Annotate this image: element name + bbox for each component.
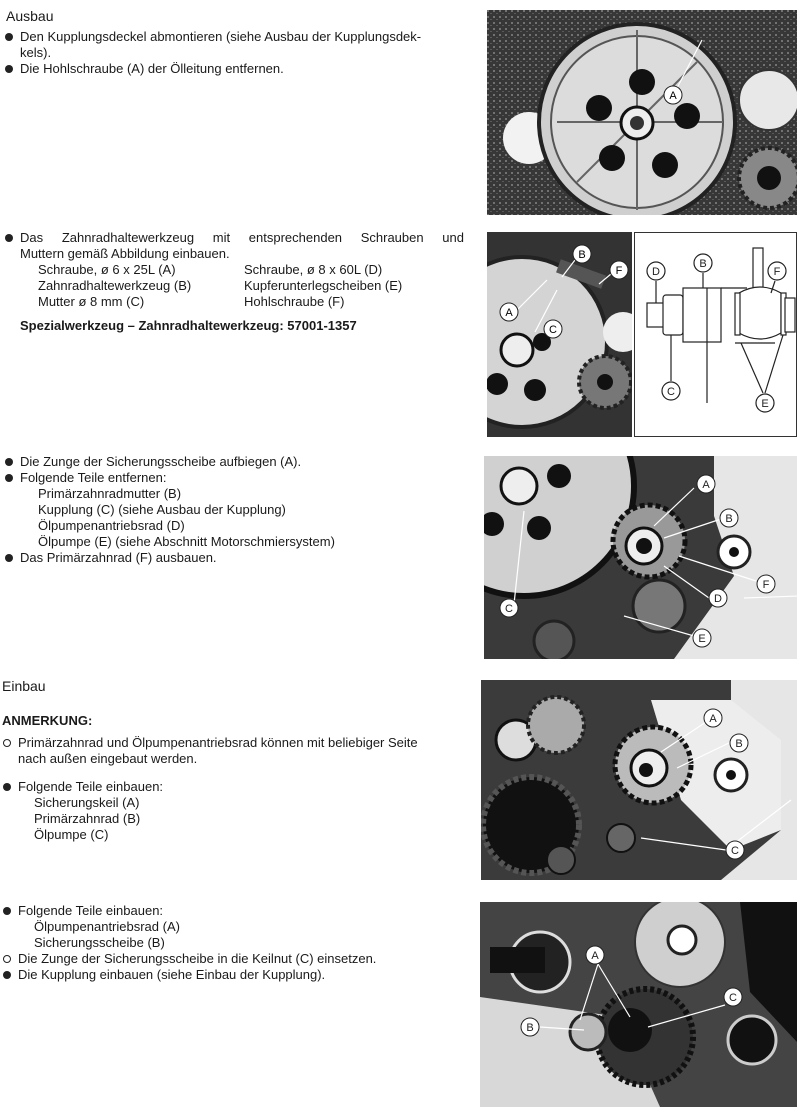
item-text: Folgende Teile entfernen:	[20, 470, 167, 485]
einbau-step1	[2, 779, 472, 843]
sub-item: Kupplung (C) (siehe Ausbau der Kupplung)	[38, 502, 286, 517]
item-text: Das Zahnradhaltewerkzeug mit entsprechenden Schrauben und	[20, 230, 464, 245]
item-text: Die Hohlschraube (A) der Ölleitung entfernen.	[20, 61, 284, 76]
sub-list	[2, 795, 472, 843]
note-text-cont: nach außen eingebaut werden.	[18, 751, 198, 766]
sub-list	[2, 919, 472, 951]
bullet-icon	[3, 783, 11, 791]
sub-item: Ölpumpe (C)	[34, 827, 109, 842]
bullet-icon	[5, 65, 13, 73]
bullet-icon	[5, 33, 13, 41]
item-text: Folgende Teile einbauen:	[18, 779, 164, 794]
list-item	[4, 61, 474, 77]
parts-table	[4, 262, 464, 310]
callout-label: A	[591, 950, 599, 962]
note-heading: ANMERKUNG:	[2, 713, 93, 728]
callout-label: C	[731, 845, 739, 857]
bullet-icon	[5, 234, 13, 242]
section-title-ausbau: Ausbau	[6, 8, 54, 24]
part-item: Kupferunterlegscheiben (E)	[244, 278, 403, 293]
ausbau-step3	[4, 454, 474, 566]
callout-label: F	[615, 265, 623, 277]
callout-label: B	[526, 1022, 534, 1034]
callout-label: A	[505, 307, 513, 319]
callout-label: C	[729, 992, 737, 1004]
ausbau-step2	[4, 230, 464, 334]
sub-list	[4, 486, 474, 550]
einbau-step2	[2, 903, 472, 983]
special-tool: Spezialwerkzeug – Zahnradhaltewerkzeug: 57001-1357	[20, 318, 357, 333]
bullet-icon	[5, 474, 13, 482]
figure-gear-holder-photo	[487, 232, 632, 437]
list-item	[4, 29, 474, 61]
callout-label: F	[762, 579, 770, 591]
sub-item: Ölpumpe (E) (siehe Abschnitt Motorschmiersystem)	[38, 534, 335, 549]
circle-bullet-icon	[3, 955, 11, 963]
bullet-icon	[3, 971, 11, 979]
callout-label: F	[773, 266, 781, 278]
callout-label: C	[667, 386, 675, 398]
bullet-icon	[3, 907, 11, 915]
figure-gear-holder-drawing	[634, 232, 797, 437]
item-text: Die Zunge der Sicherungsscheibe aufbiegen (A).	[20, 454, 302, 469]
figure-clutch-hollow-bolt	[487, 10, 797, 215]
list-item	[4, 550, 474, 566]
callout-label: A	[709, 713, 717, 725]
item-text: Folgende Teile einbauen:	[18, 903, 164, 918]
callout-label: D	[714, 593, 722, 605]
list-item	[4, 230, 464, 246]
parts-left	[38, 262, 244, 310]
callout-label: C	[505, 603, 513, 615]
callout-label: B	[578, 249, 586, 261]
sub-item: Sicherungskeil (A)	[34, 795, 140, 810]
item-text-cont: Muttern gemäß Abbildung einbauen.	[20, 246, 230, 261]
list-item	[2, 903, 472, 919]
sub-item: Ölpumpenantriebsrad (D)	[38, 518, 185, 533]
note-text: Primärzahnrad und Ölpumpenantriebsrad können mit beliebiger Seite	[18, 735, 418, 750]
bullet-icon	[5, 458, 13, 466]
callout-label: E	[761, 398, 769, 410]
note-text: Die Zunge der Sicherungsscheibe in die Keilnut (C) einsetzen.	[18, 951, 377, 966]
part-item: Zahnradhaltewerkzeug (B)	[38, 278, 192, 293]
list-item	[2, 967, 472, 983]
callout-label: B	[699, 258, 707, 270]
item-text-cont: kels).	[20, 45, 52, 60]
note-item	[2, 735, 467, 767]
callout-label: A	[702, 479, 710, 491]
ausbau-step1	[4, 29, 474, 77]
list-item	[2, 779, 472, 795]
part-item: Mutter ø 8 mm (C)	[38, 294, 145, 309]
figure-primary-gear-install	[481, 680, 797, 880]
list-item	[4, 470, 474, 486]
einbau-note	[2, 713, 467, 767]
figure-primary-gear-removal	[484, 456, 797, 659]
note-item	[2, 951, 472, 967]
sub-item: Primärzahnrad (B)	[34, 811, 141, 826]
callout-label: E	[698, 633, 706, 645]
callout-label: D	[652, 266, 660, 278]
item-text: Den Kupplungsdeckel abmontieren (siehe Ausbau der Kupplungsdek-	[20, 29, 422, 44]
part-item: Schraube, ø 8 x 60L (D)	[244, 262, 383, 277]
bullet-icon	[5, 554, 13, 562]
figure-oil-pump-gear-install	[480, 902, 797, 1107]
item-text: Die Kupplung einbauen (siehe Einbau der Kupplung).	[18, 967, 326, 982]
part-item: Schraube, ø 6 x 25L (A)	[38, 262, 176, 277]
part-item: Hohlschraube (F)	[244, 294, 345, 309]
callout-label: B	[735, 738, 743, 750]
circle-bullet-icon	[3, 739, 11, 747]
sub-item: Primärzahnradmutter (B)	[38, 486, 182, 501]
list-item	[4, 454, 474, 470]
callout-label: C	[549, 324, 557, 336]
callout-label: A	[669, 90, 677, 102]
callout-label: B	[725, 513, 733, 525]
item-text: Das Primärzahnrad (F) ausbauen.	[20, 550, 217, 565]
parts-right	[244, 262, 464, 310]
sub-item: Sicherungsscheibe (B)	[34, 935, 165, 950]
section-title-einbau: Einbau	[2, 678, 46, 694]
sub-item: Ölpumpenantriebsrad (A)	[34, 919, 180, 934]
